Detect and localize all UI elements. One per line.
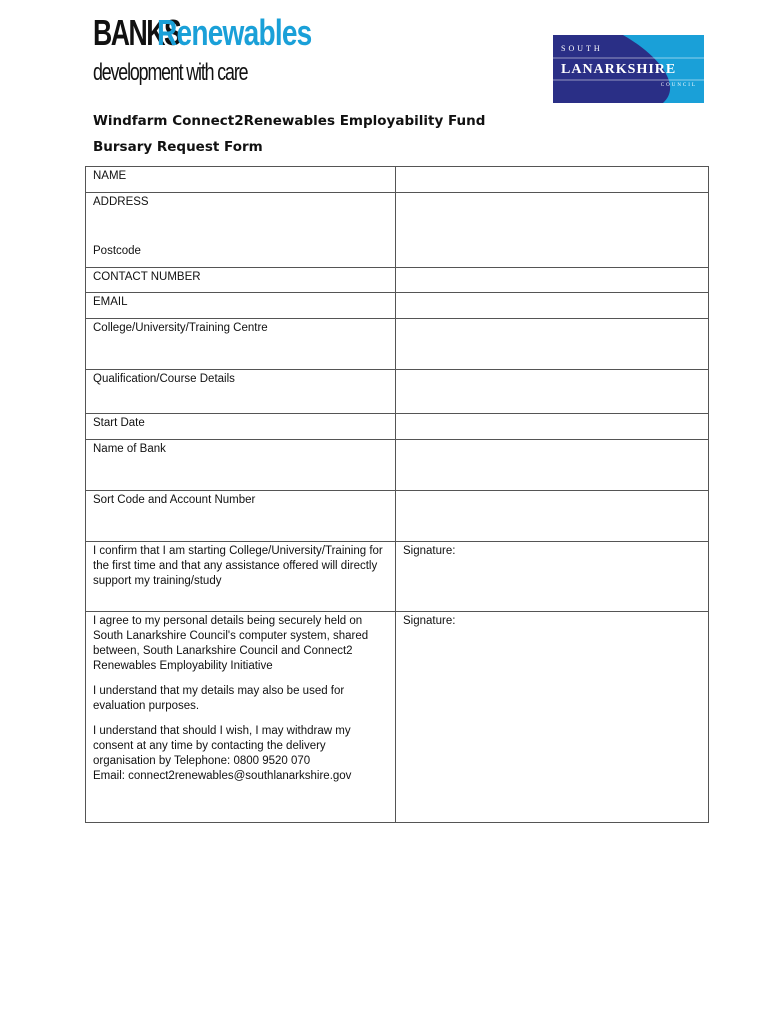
south-lanarkshire-council-logo	[553, 35, 704, 103]
bursary-request-form	[85, 166, 709, 823]
confirm-signature-field[interactable]	[396, 542, 709, 612]
signature-label: Signature:	[403, 615, 456, 627]
form-row-start-date	[86, 414, 709, 440]
address-label: ADDRESS	[93, 196, 149, 208]
form-row-college	[86, 319, 709, 370]
college-field[interactable]	[396, 319, 709, 370]
sort-code-label: Sort Code and Account Number	[86, 491, 396, 542]
bank-name-label: Name of Bank	[86, 440, 396, 491]
renewables-logo-text: Renewables	[157, 12, 312, 53]
council-logo-top: SOUTH	[561, 44, 603, 53]
address-field[interactable]	[396, 193, 709, 268]
withdraw-consent-text: I understand that should I wish, I may withdraw my consent at any time by contacting the delivery organisation by Telephone: 0800 9520 070	[93, 725, 351, 767]
consent-statement	[86, 612, 396, 823]
form-row-consent	[86, 612, 709, 823]
signature-label: Signature:	[403, 545, 456, 557]
consent-signature-field[interactable]	[396, 612, 709, 823]
form-row-contact	[86, 268, 709, 293]
form-row-address	[86, 193, 709, 268]
banks-renewables-logo	[93, 12, 312, 94]
address-label-cell	[86, 193, 396, 268]
form-row-qualification	[86, 370, 709, 414]
email-label: EMAIL	[86, 293, 396, 319]
consent-paragraph-1: I agree to my personal details being securely held on South Lanarkshire Council's computer system, shared between, South Lanarkshire Council and Connect2 Renewables Employability Initiative	[93, 615, 369, 672]
consent-paragraph-2: I understand that my details may also be used for evaluation purposes.	[93, 685, 345, 712]
name-label: NAME	[86, 167, 396, 193]
form-row-sort-code	[86, 491, 709, 542]
form-row-confirm	[86, 542, 709, 612]
logo-tagline: development with care	[93, 59, 248, 86]
contact-number-label: CONTACT NUMBER	[86, 268, 396, 293]
form-row-name	[86, 167, 709, 193]
consent-paragraph-3	[93, 724, 387, 784]
banks-logo-text: BANKS	[93, 12, 181, 53]
form-subtitle: Bursary Request Form	[93, 139, 263, 155]
sort-code-field[interactable]	[396, 491, 709, 542]
qualification-label: Qualification/Course Details	[86, 370, 396, 414]
start-date-label: Start Date	[86, 414, 396, 440]
contact-number-field[interactable]	[396, 268, 709, 293]
qualification-field[interactable]	[396, 370, 709, 414]
form-row-bank	[86, 440, 709, 491]
document-title: Windfarm Connect2Renewables Employability Fund	[93, 113, 486, 129]
council-logo-main: LANARKSHIRE	[561, 62, 677, 77]
confirm-statement: I confirm that I am starting College/University/Training for the first time and that any assistance offered will directly support my training/study	[86, 542, 396, 612]
bank-name-field[interactable]	[396, 440, 709, 491]
email-field[interactable]	[396, 293, 709, 319]
start-date-field[interactable]	[396, 414, 709, 440]
consent-email-text: Email: connect2renewables@southlanarkshire.gov	[93, 770, 352, 782]
name-field[interactable]	[396, 167, 709, 193]
council-logo-bottom: COUNCIL	[660, 83, 697, 88]
form-row-email	[86, 293, 709, 319]
college-label: College/University/Training Centre	[86, 319, 396, 370]
postcode-label: Postcode	[93, 245, 141, 257]
